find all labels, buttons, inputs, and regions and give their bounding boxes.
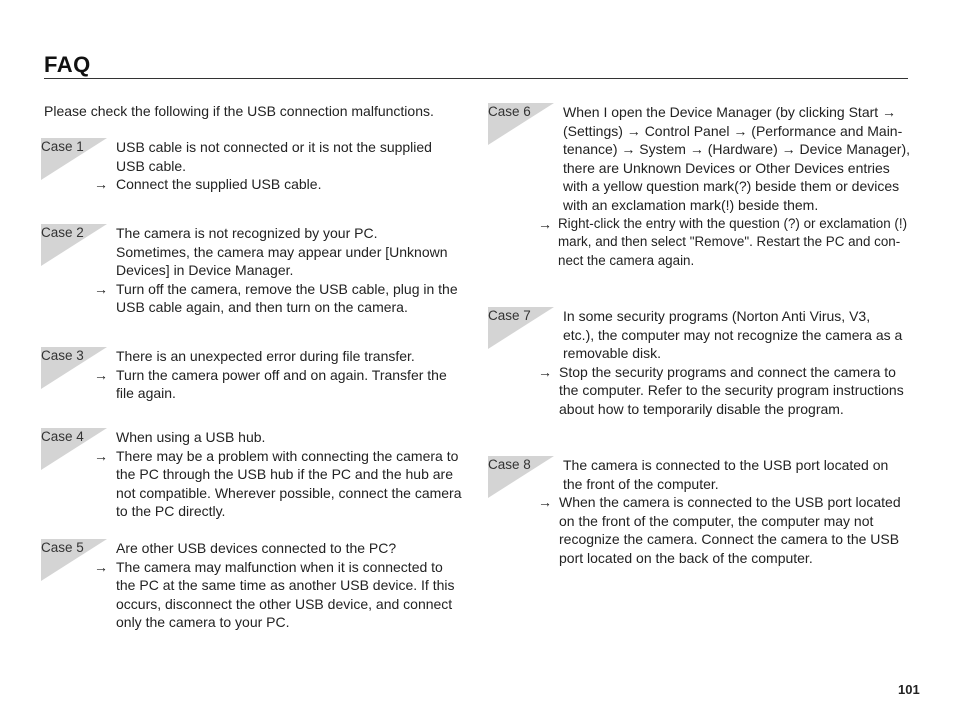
description-line: USB cable is not connected or it is not the supplied bbox=[116, 139, 432, 155]
page-number: 101 bbox=[898, 682, 920, 697]
solution-line: file again. bbox=[116, 385, 176, 402]
arrow-right-icon: → bbox=[538, 494, 552, 511]
case-description bbox=[116, 347, 466, 366]
solution-line: the PC at the same time as another USB device. If this bbox=[116, 577, 455, 594]
description-line: Sometimes, the camera may appear under [Unknown bbox=[116, 243, 448, 260]
description-line: Devices] in Device Manager. bbox=[116, 262, 294, 279]
description-line: removable disk. bbox=[563, 345, 662, 362]
description-line: Are other USB devices connected to the PC? bbox=[116, 540, 397, 556]
arrow-right-icon: → bbox=[94, 447, 108, 464]
solution-line: occurs, disconnect the other USB device, and connect bbox=[116, 595, 453, 612]
solution-line: the computer. Refer to the security program instructions bbox=[559, 382, 904, 399]
solution-line: Stop the security programs and connect the camera to bbox=[559, 363, 896, 380]
case-label: Case 2 bbox=[41, 225, 84, 240]
solution-line: only the camera to your PC. bbox=[116, 614, 290, 631]
case-description bbox=[563, 456, 913, 493]
case-label: Case 7 bbox=[488, 308, 531, 323]
case-description bbox=[563, 103, 913, 215]
description-line: When using a USB hub. bbox=[116, 429, 266, 445]
case-description bbox=[116, 539, 466, 558]
description-line: etc.), the computer may not recognize the camera as a bbox=[563, 326, 903, 343]
arrow-right-icon: → bbox=[94, 176, 108, 193]
case-label: Case 5 bbox=[41, 540, 84, 555]
solution-line: Right-click the entry with the question (?) or exclamation (!) bbox=[558, 215, 908, 231]
description-line: The camera is not recognized by your PC. bbox=[116, 225, 378, 241]
case-tab bbox=[488, 307, 554, 351]
solution-line: nect the camera again. bbox=[558, 252, 695, 268]
solution-line: about how to temporarily disable the program. bbox=[559, 400, 844, 417]
arrow-right-icon: → bbox=[94, 558, 108, 575]
description-line: The camera is connected to the USB port located on bbox=[563, 457, 889, 473]
solution-line: USB cable again, and then turn on the camera. bbox=[116, 299, 408, 316]
arrow-right-icon: → bbox=[94, 280, 108, 297]
page-title: FAQ bbox=[44, 52, 91, 77]
case-label: Case 3 bbox=[41, 348, 84, 363]
description-line: (Settings) → Control Panel → (Performance and Main- bbox=[563, 122, 903, 139]
case-label: Case 8 bbox=[488, 457, 531, 472]
solution-line: Turn off the camera, remove the USB cable, plug in the bbox=[116, 280, 458, 297]
solution-line: Turn the camera power off and on again. Transfer the bbox=[116, 366, 447, 383]
case-description bbox=[116, 224, 466, 280]
case-description bbox=[563, 307, 913, 363]
case-label: Case 1 bbox=[41, 139, 84, 154]
arrow-right-icon: → bbox=[538, 363, 552, 380]
description-line: tenance) → System → (Hardware) → Device Manager), bbox=[563, 141, 910, 158]
solution-line: to the PC directly. bbox=[116, 503, 226, 520]
description-line: the front of the computer. bbox=[563, 475, 719, 492]
solution-line: Connect the supplied USB cable. bbox=[116, 176, 322, 193]
solution-line: When the camera is connected to the USB port located bbox=[559, 494, 901, 511]
description-line: USB cable. bbox=[116, 157, 187, 174]
solution-line: The camera may malfunction when it is connected to bbox=[116, 558, 443, 575]
solution-line: mark, and then select "Remove". Restart the PC and con- bbox=[558, 234, 901, 250]
intro-text: Please check the following if the USB connection malfunctions. bbox=[44, 103, 434, 119]
case-label: Case 6 bbox=[488, 104, 531, 119]
solution-line: port located on the back of the computer. bbox=[559, 549, 813, 566]
title-divider bbox=[44, 78, 908, 79]
case-description bbox=[116, 138, 466, 175]
arrow-right-icon: → bbox=[538, 215, 552, 232]
solution-line: recognize the camera. Connect the camera to the USB bbox=[559, 531, 900, 548]
case-description bbox=[116, 428, 466, 447]
solution-line: on the front of the computer, the computer may not bbox=[559, 512, 874, 529]
case-tab bbox=[488, 103, 554, 147]
solution-line: There may be a problem with connecting the camera to bbox=[116, 447, 459, 464]
description-line: There is an unexpected error during file transfer. bbox=[116, 348, 415, 364]
description-line: with a yellow question mark(?) beside them or devices bbox=[563, 178, 900, 195]
description-line: there are Unknown Devices or Other Devices entries bbox=[563, 159, 890, 176]
solution-line: the PC through the USB hub if the PC and the hub are bbox=[116, 466, 453, 483]
solution-line: not compatible. Wherever possible, connect the camera bbox=[116, 484, 462, 501]
arrow-right-icon: → bbox=[94, 366, 108, 383]
description-line: with an exclamation mark(!) beside them. bbox=[563, 196, 819, 213]
case-tab bbox=[41, 224, 107, 268]
description-line: In some security programs (Norton Anti Virus, V3, bbox=[563, 308, 871, 324]
case-label: Case 4 bbox=[41, 429, 84, 444]
description-line: When I open the Device Manager (by clicking Start → bbox=[563, 104, 897, 120]
